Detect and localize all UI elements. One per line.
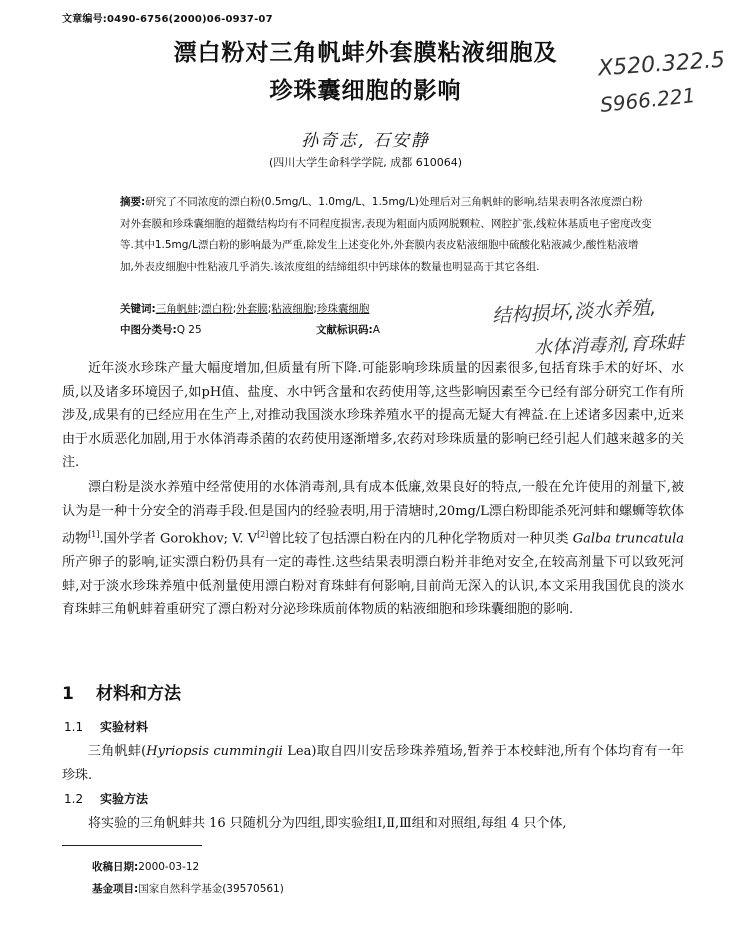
abstract-label: 摘要: [120,196,146,208]
classification-label: 中图分类号: [120,324,177,336]
title-line-2: 珍珠囊细胞的影响 [269,78,462,104]
authors: 孙奇志, 石安静 [301,131,430,151]
keyword-item: 粘液细胞 [271,303,314,315]
document-code-value: A [372,324,380,336]
classification-number [120,322,202,337]
paragraph-text: 所产卵子的影响,证实漂白粉仍具有一定的毒性.这些结果表明漂白粉并非绝对安全,在较高剂量下可以致死河蚌,对于淡水珍珠养殖中低剂量使用漂白粉对育珠蚌有何影响,目前尚无深入的认识,本文采用我国优良的淡水育珠蚌三角帆蚌着重研究了漂白粉对分泌珍珠质前体物质的粘液细胞和珍珠囊细胞的影响. [62,555,684,618]
keyword-item: 珍珠囊细胞 [316,303,370,315]
paragraph-text: .国外学者 Gorokhov; V. V [99,531,258,547]
affiliation: (四川大学生命科学学院, 成都 610064) [268,156,463,169]
subsection-heading [64,718,148,735]
species-name: Hyriopsis cummingii [146,744,283,759]
footnote-value: 国家自然科学基金(39570561) [138,883,284,895]
paragraph-intro-1: 近年淡水珍珠产量大幅度增加,但质量有所下降.可能影响珍珠质量的因素很多,包括育珠手术的好坏、水质,以及诸多环境因子,如pH值、盐度、水中钙含量和农药使用等,这些影响因素至今已经有部分研究工作有所涉及,成果有的已经应用在生产上,对推动我国淡水珍珠养殖水平的提高无疑大有裨益.在上述诸多因素中,近来由于水质恶化加剧,用于水体消毒杀菌的农药使用逐渐增多,农药对珍珠质量的影响已经引起人们越来越多的关注. [62,361,684,471]
citation-ref-2: [2] [257,530,269,540]
paragraph-methods: 将实验的三角帆蚌共 16 只随机分为四组,即实验组Ⅰ,Ⅱ,Ⅲ组和对照组,每组 4 只个体, [88,816,567,831]
section-heading [62,679,181,704]
paragraph-text: 漂白粉是淡水养殖中经常使用的水体消毒剂,具有成本低廉,效果良好的特点,一般在允许使用的剂量下,被认为是一种十分安全的消毒手段.但是国内的经验表明,用于清塘时,20mg/L漂白粉即能杀死河蚌和螺蛳等软体动物 [62,480,684,547]
footnote-label: 收稿日期: [92,861,139,873]
title-line-1: 漂白粉对三角帆蚌外套膜粘液细胞及 [173,40,558,66]
article-number: 文章编号:0490-6756(2000)06-0937-07 [62,14,273,25]
handwritten-note-2: 水体消毒剂,育珠蚌 [533,332,685,359]
subsection-title: 实验材料 [100,720,149,734]
keywords-label: 关键词: [120,303,156,315]
footnote-value: 2000-03-12 [138,861,200,873]
section-number: 1 [62,684,74,704]
document-code-label: 文献标识码: [316,324,373,336]
section-title: 材料和方法 [96,684,181,704]
handwritten-note-1: 结构损坏,淡水养殖, [491,296,657,328]
paragraph-text: 曾比较了包括漂白粉在内的几种化学物质对一种贝类 [268,531,573,547]
abstract-text: 研究了不同浓度的漂白粉(0.5mg/L、1.0mg/L、1.5mg/L)处理后对三角帆蚌的影响,结果表明各浓度漂白粉对外套膜和珍珠囊细胞的超微结构均有不同程度损害,表现为粗面内质网脱颗粒、网腔扩张,线粒体基质电子密度改变等.其中1.5mg/L漂白粉的影响最为严重,除发生上述变化外,外套膜内表皮粘液细胞中硫酸化粘液减少,酸性粘液增加,外表皮细胞中性粘液几乎消失.该浓度组的结缔组织中钙球体的数量也明显高于其它各组. [120,196,652,273]
citation-ref-1: [1] [88,530,100,540]
paragraph-text: Lea)取自四川安岳珍珠养殖场,暂养于本校蚌池,所有个体均育有一年珍珠. [62,744,685,783]
paragraph-materials [62,740,684,787]
handwritten-class-code-2: S966.221 [599,83,697,117]
species-name: Galba truncatula [572,531,684,547]
keyword-item: 外套膜 [236,303,268,315]
paragraph-intro-2 [62,476,684,622]
subsection-heading [64,790,148,807]
footnote-label: 基金项目: [92,883,139,895]
footnote-received-date [92,859,199,874]
footnote-funding [92,881,284,896]
classification-value: Q 25 [176,324,202,336]
document-code [316,322,380,337]
paragraph-text: 三角帆蚌( [88,744,147,759]
keywords: 关键词:三角帆蚌;漂白粉;外套膜;粘液细胞;珍珠囊细胞 [120,303,370,315]
abstract [120,192,652,278]
subsection-number: 1.1 [64,720,84,734]
footnote-divider [62,845,202,846]
keyword-item: 三角帆蚌 [155,303,198,315]
handwritten-class-code-1: X520.322.5 [597,47,726,82]
subsection-title: 实验方法 [100,792,149,806]
subsection-number: 1.2 [64,792,84,806]
keyword-item: 漂白粉 [201,303,233,315]
